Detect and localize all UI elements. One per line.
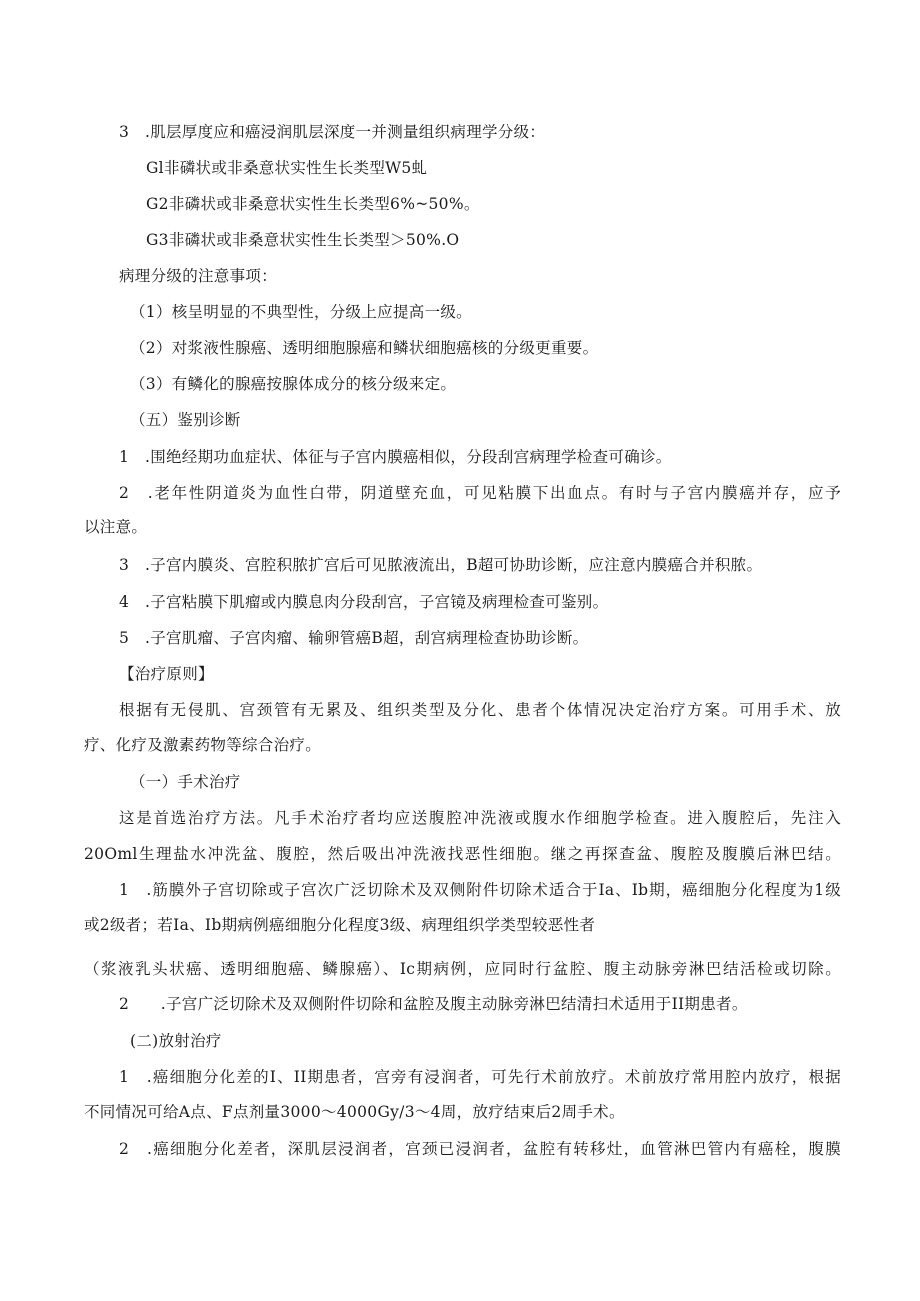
section-heading: (二)放射治疗 — [130, 1032, 222, 1050]
text-line: 5 .子宫肌瘤、子宫肉瘤、输卵管癌B超，刮宫病理检查协助诊断。 — [119, 629, 589, 647]
text-line: G3非磷状或非桑意状实性生长类型＞50%.O — [146, 231, 460, 249]
text-line: 3 .肌层厚度应和癌浸润肌层深度一并测量组织病理学分级： — [119, 123, 546, 141]
text-line: 1 .筋膜外子宫切除或子宫次广泛切除术及双侧附件切除术适合于Ia、Ib期，癌细胞分化程度为1级 — [119, 881, 841, 899]
text-line: Gl非磷状或非桑意状实性生长类型W5虬 — [146, 159, 428, 177]
text-line: 根据有无侵肌、宫颈管有无累及、组织类型及分化、患者个体情况决定治疗方案。可用手术、放 — [119, 701, 841, 719]
text-line: 2 .老年性阴道炎为血性白带，阴道壁充血，可见粘膜下出血点。有时与子宫内膜癌并存，应予 — [119, 484, 841, 502]
text-line: 3 .子宫内膜炎、宫腔积脓扩宫后可见脓液流出，B超可协助诊断，应注意内膜癌合并积脓。 — [119, 556, 763, 574]
text-line: 1 .癌细胞分化差的I、II期患者，宫旁有浸润者，可先行术前放疗。术前放疗常用腔内放疗，根据 — [119, 1068, 841, 1086]
text-line: 2 .子宫广泛切除术及双侧附件切除和盆腔及腹主动脉旁淋巴结清扫术适用于II期患者。 — [119, 995, 748, 1013]
text-line: 不同情况可给A点、F点剂量3000～4000Gy/3～4周，放疗结束后2周手术。 — [84, 1103, 625, 1121]
text-line: 4 .子宫粘膜下肌瘤或内膜息肉分段刮宫，子宫镜及病理检查可鉴别。 — [119, 593, 609, 611]
text-line: G2非磷状或非桑意状实性生长类型6%~50%。 — [146, 195, 480, 213]
text-line: 或2级者；若Ia、Ib期病例癌细胞分化程度3级、病理组织学类型较恶性者 — [84, 916, 596, 934]
text-line: 2 .癌细胞分化差者，深肌层浸润者，宫颈已浸润者，盆腔有转移灶，血管淋巴管内有癌栓，腹膜 — [119, 1140, 841, 1158]
text-line: 疗、化疗及激素药物等综合治疗。 — [84, 736, 322, 754]
text-line: （2）对浆液性腺癌、透明细胞腺癌和鳞状细胞癌核的分级更重要。 — [130, 339, 599, 357]
text-line: （1）核呈明显的不典型性，分级上应提高一级。 — [130, 303, 472, 321]
text-line: 1 .围绝经期功血症状、体征与子宫内膜癌相似，分段刮宫病理学检查可确诊。 — [119, 448, 672, 466]
text-line: 这是首选治疗方法。凡手术治疗者均应送腹腔冲洗液或腹水作细胞学检查。进入腹腔后，先注入 — [119, 809, 841, 827]
section-heading: 【治疗原则】 — [119, 665, 214, 683]
text-line: 病理分级的注意事项： — [119, 267, 278, 285]
section-heading: （一）手术治疗 — [130, 773, 241, 791]
text-line: 20Oml生理盐水冲洗盆、腹腔，然后吸出冲洗液找恶性细胞。继之再探查盆、腹腔及腹膜后淋巴结。 — [84, 845, 841, 863]
text-line: （3）有鳞化的腺癌按腺体成分的核分级来定。 — [130, 375, 457, 393]
text-line: （浆液乳头状癌、透明细胞癌、鳞腺癌）、Ic期病例，应同时行盆腔、腹主动脉旁淋巴结活检或切除。 — [84, 960, 841, 978]
text-line: 以注意。 — [84, 518, 148, 536]
section-heading: （五）鉴别诊断 — [130, 411, 241, 429]
